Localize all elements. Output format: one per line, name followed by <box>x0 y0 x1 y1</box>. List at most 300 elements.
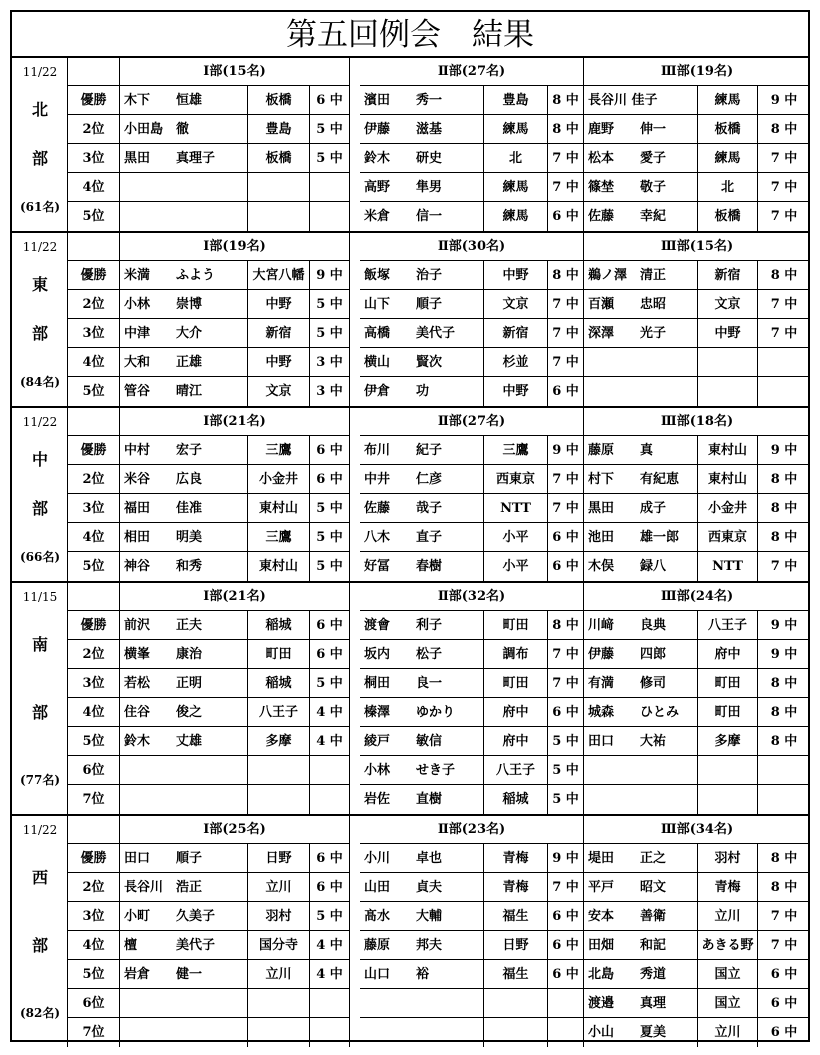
player-club: 立川 <box>248 960 310 989</box>
division-header: Ⅲ部(18名) <box>584 408 810 436</box>
region-name-char: 北 <box>31 100 48 120</box>
rank-cell: 4位 <box>68 348 120 377</box>
player-club: NTT <box>484 494 548 523</box>
player-name: 小林 崇博 <box>120 290 248 319</box>
player-grade: 6 中 <box>548 552 584 581</box>
player-name: 伊藤 四郎 <box>584 640 698 669</box>
division-header: Ⅲ部(24名) <box>584 583 810 611</box>
player-grade <box>310 989 350 1018</box>
player-name: 伊藤 滋基 <box>360 115 484 144</box>
player-grade: 6 中 <box>548 698 584 727</box>
division-header: Ⅲ部(19名) <box>584 58 810 86</box>
rank-cell: 5位 <box>68 552 120 581</box>
player-club <box>248 173 310 202</box>
player-club: 豊島 <box>248 115 310 144</box>
rank-header-cell <box>68 233 120 261</box>
player-name <box>360 1018 484 1047</box>
player-grade: 6 中 <box>310 873 350 902</box>
player-grade <box>548 989 584 1018</box>
player-grade: 5 中 <box>310 902 350 931</box>
player-club: 町田 <box>248 640 310 669</box>
player-name: 高野 隼男 <box>360 173 484 202</box>
player-club: 府中 <box>484 698 548 727</box>
rank-cell: 優勝 <box>68 436 120 465</box>
player-grade: 8 中 <box>758 465 810 494</box>
player-grade: 7 中 <box>758 902 810 931</box>
player-grade: 6 中 <box>310 436 350 465</box>
player-name: 佐藤 哉子 <box>360 494 484 523</box>
player-grade: 5 中 <box>310 494 350 523</box>
rank-header-cell <box>68 408 120 436</box>
player-name: 小山 夏美 <box>584 1018 698 1047</box>
rank-cell: 4位 <box>68 698 120 727</box>
player-name: 住谷 俊之 <box>120 698 248 727</box>
player-name: 八木 直子 <box>360 523 484 552</box>
region-date: 11/22 <box>22 823 58 837</box>
player-name: 米満 ふよう <box>120 261 248 290</box>
player-grade: 9 中 <box>758 436 810 465</box>
player-grade: 8 中 <box>758 669 810 698</box>
player-grade: 7 中 <box>548 173 584 202</box>
region-count: (84名) <box>19 374 61 389</box>
player-name: 髙水 大輔 <box>360 902 484 931</box>
player-club: 中野 <box>248 348 310 377</box>
region-name-char: 中 <box>31 450 48 470</box>
division-header: Ⅰ部(25名) <box>120 816 350 844</box>
player-grade: 9 中 <box>758 640 810 669</box>
player-grade: 4 中 <box>310 698 350 727</box>
player-grade: 7 中 <box>548 640 584 669</box>
player-name: 横峯 康治 <box>120 640 248 669</box>
player-grade <box>310 1018 350 1047</box>
player-club: 豊島 <box>484 86 548 115</box>
division-header: Ⅰ部(21名) <box>120 408 350 436</box>
player-club: 新宿 <box>248 319 310 348</box>
player-name: 川﨑 良典 <box>584 611 698 640</box>
player-club: 羽村 <box>698 844 758 873</box>
player-name <box>584 348 698 377</box>
rank-cell: 3位 <box>68 319 120 348</box>
player-grade: 8 中 <box>548 611 584 640</box>
region-name-char: 南 <box>31 634 48 654</box>
player-name <box>120 989 248 1018</box>
player-name: 桐田 良一 <box>360 669 484 698</box>
rank-cell: 優勝 <box>68 844 120 873</box>
player-club <box>248 989 310 1018</box>
player-club: 新宿 <box>698 261 758 290</box>
player-name: 榛澤 ゆかり <box>360 698 484 727</box>
rank-cell: 5位 <box>68 727 120 756</box>
player-grade: 9 中 <box>758 611 810 640</box>
player-grade: 8 中 <box>758 873 810 902</box>
player-grade: 7 中 <box>548 669 584 698</box>
player-name: 岩倉 健一 <box>120 960 248 989</box>
player-club: 三鷹 <box>248 523 310 552</box>
player-club <box>248 785 310 814</box>
player-club: 府中 <box>484 727 548 756</box>
player-club: 大宮八幡 <box>248 261 310 290</box>
division-header: Ⅱ部(30名) <box>360 233 584 261</box>
player-grade: 9 中 <box>548 436 584 465</box>
player-club: 練馬 <box>484 202 548 231</box>
player-grade: 8 中 <box>548 86 584 115</box>
player-grade: 7 中 <box>548 494 584 523</box>
player-name: 布川 紀子 <box>360 436 484 465</box>
player-name: 中津 大介 <box>120 319 248 348</box>
player-name <box>120 756 248 785</box>
player-name: 小林 せき子 <box>360 756 484 785</box>
player-grade <box>758 785 810 814</box>
player-name: 管谷 晴江 <box>120 377 248 406</box>
player-club: 多摩 <box>248 727 310 756</box>
player-club: 西東京 <box>698 523 758 552</box>
player-club: 八王子 <box>698 611 758 640</box>
player-club: 立川 <box>698 902 758 931</box>
player-club: 福生 <box>484 902 548 931</box>
player-name: 檀 美代子 <box>120 931 248 960</box>
player-name: 鵜ノ澤 清正 <box>584 261 698 290</box>
player-name: 村下 有紀恵 <box>584 465 698 494</box>
player-club: 町田 <box>484 611 548 640</box>
player-name: 藤原 邦夫 <box>360 931 484 960</box>
player-club: 練馬 <box>484 173 548 202</box>
player-club: 青梅 <box>484 873 548 902</box>
player-grade: 5 中 <box>310 290 350 319</box>
player-name: 深澤 光子 <box>584 319 698 348</box>
player-grade: 7 中 <box>758 290 810 319</box>
rank-header-cell <box>68 816 120 844</box>
rank-cell: 7位 <box>68 1018 120 1047</box>
player-grade: 4 中 <box>310 960 350 989</box>
player-grade: 5 中 <box>548 756 584 785</box>
player-name: 山口 裕 <box>360 960 484 989</box>
player-name: 好冨 春樹 <box>360 552 484 581</box>
player-grade: 9 中 <box>310 261 350 290</box>
player-grade: 6 中 <box>310 844 350 873</box>
player-club: 杉並 <box>484 348 548 377</box>
player-grade <box>310 202 350 231</box>
player-name: 平戸 昭文 <box>584 873 698 902</box>
rank-cell: 6位 <box>68 989 120 1018</box>
region-name-char: 部 <box>31 148 48 168</box>
player-name: 中村 宏子 <box>120 436 248 465</box>
region-name-char: 部 <box>31 935 48 955</box>
player-club: 文京 <box>484 290 548 319</box>
player-club: あきる野 <box>698 931 758 960</box>
player-club: 立川 <box>248 873 310 902</box>
player-name: 池田 雄一郎 <box>584 523 698 552</box>
player-name: 松本 愛子 <box>584 144 698 173</box>
rank-cell: 5位 <box>68 202 120 231</box>
division-header: Ⅲ部(34名) <box>584 816 810 844</box>
player-grade: 7 中 <box>548 348 584 377</box>
player-club <box>698 785 758 814</box>
player-grade: 7 中 <box>548 144 584 173</box>
rank-cell: 3位 <box>68 144 120 173</box>
player-name: 米倉 信一 <box>360 202 484 231</box>
player-club: 八王子 <box>248 698 310 727</box>
player-name: 山下 順子 <box>360 290 484 319</box>
rank-cell: 優勝 <box>68 611 120 640</box>
region-count: (66名) <box>19 549 61 564</box>
rank-cell: 4位 <box>68 173 120 202</box>
player-grade: 6 中 <box>548 902 584 931</box>
player-grade <box>548 1018 584 1047</box>
player-club: 小金井 <box>248 465 310 494</box>
rank-cell: 優勝 <box>68 261 120 290</box>
player-name: 相田 明美 <box>120 523 248 552</box>
region-name-char: 部 <box>31 323 48 343</box>
player-club: 稲城 <box>248 669 310 698</box>
rank-cell: 7位 <box>68 785 120 814</box>
player-name: 米谷 広良 <box>120 465 248 494</box>
region-date: 11/15 <box>22 590 58 604</box>
player-grade: 5 中 <box>310 319 350 348</box>
player-club: 北 <box>484 144 548 173</box>
player-name: 堤田 正之 <box>584 844 698 873</box>
player-name: 鈴木 研史 <box>360 144 484 173</box>
region-date: 11/22 <box>22 240 58 254</box>
player-name: 高橋 美代子 <box>360 319 484 348</box>
player-grade: 7 中 <box>548 873 584 902</box>
player-club: 町田 <box>698 698 758 727</box>
player-grade: 8 中 <box>758 115 810 144</box>
player-club: 板橋 <box>698 115 758 144</box>
player-grade: 5 中 <box>548 785 584 814</box>
region-count: (82名) <box>19 1006 61 1021</box>
player-grade: 7 中 <box>758 173 810 202</box>
player-grade: 6 中 <box>548 960 584 989</box>
player-club: 多摩 <box>698 727 758 756</box>
player-grade <box>758 377 810 406</box>
player-name: 藤原 真 <box>584 436 698 465</box>
player-club: 国立 <box>698 960 758 989</box>
player-name: 城森 ひとみ <box>584 698 698 727</box>
player-grade: 4 中 <box>310 931 350 960</box>
player-name <box>120 785 248 814</box>
player-grade <box>310 173 350 202</box>
player-grade: 8 中 <box>758 698 810 727</box>
player-name: 前沢 正夫 <box>120 611 248 640</box>
division-header: Ⅱ部(27名) <box>360 58 584 86</box>
player-name <box>584 377 698 406</box>
player-name: 小田島 徹 <box>120 115 248 144</box>
player-grade: 6 中 <box>548 377 584 406</box>
rank-cell: 5位 <box>68 960 120 989</box>
player-name: 横山 賢次 <box>360 348 484 377</box>
player-grade: 4 中 <box>310 727 350 756</box>
player-grade: 5 中 <box>310 669 350 698</box>
region-block <box>12 233 808 408</box>
player-grade: 8 中 <box>758 261 810 290</box>
region-name-char: 東 <box>31 275 48 295</box>
player-grade <box>310 785 350 814</box>
player-grade: 7 中 <box>758 144 810 173</box>
rank-header-cell <box>68 58 120 86</box>
player-club: 練馬 <box>484 115 548 144</box>
player-club: 練馬 <box>698 86 758 115</box>
region-count: (61名) <box>19 199 61 214</box>
rank-cell: 2位 <box>68 640 120 669</box>
division-header: Ⅰ部(21名) <box>120 583 350 611</box>
player-name: 田口 大祐 <box>584 727 698 756</box>
player-club: 北 <box>698 173 758 202</box>
player-club <box>698 756 758 785</box>
division-header: Ⅱ部(23名) <box>360 816 584 844</box>
player-grade: 6 中 <box>758 960 810 989</box>
region-block <box>12 58 808 233</box>
player-name: 伊倉 功 <box>360 377 484 406</box>
player-name: 佐藤 幸紀 <box>584 202 698 231</box>
player-grade: 7 中 <box>548 319 584 348</box>
player-grade: 7 中 <box>548 465 584 494</box>
player-club <box>698 377 758 406</box>
player-name <box>120 173 248 202</box>
player-name <box>360 989 484 1018</box>
rank-header-cell <box>68 583 120 611</box>
player-name: 安本 善衛 <box>584 902 698 931</box>
region-date: 11/22 <box>22 415 58 429</box>
page-title: 第五回例会 結果 <box>12 12 808 58</box>
player-club: 西東京 <box>484 465 548 494</box>
player-grade <box>310 756 350 785</box>
player-name: 中井 仁彦 <box>360 465 484 494</box>
player-club: 文京 <box>248 377 310 406</box>
player-club: 稲城 <box>484 785 548 814</box>
player-club: 小金井 <box>698 494 758 523</box>
player-name: 黒田 真理子 <box>120 144 248 173</box>
division-header: Ⅱ部(32名) <box>360 583 584 611</box>
player-name: 北島 秀道 <box>584 960 698 989</box>
player-name: 田畑 和記 <box>584 931 698 960</box>
player-name: 飯塚 治子 <box>360 261 484 290</box>
player-club: 東村山 <box>248 494 310 523</box>
rank-cell: 6位 <box>68 756 120 785</box>
player-club <box>484 1018 548 1047</box>
player-club: 東村山 <box>698 436 758 465</box>
player-name: 渡邉 真理 <box>584 989 698 1018</box>
player-grade: 6 中 <box>310 86 350 115</box>
rank-cell: 4位 <box>68 931 120 960</box>
region-block <box>12 408 808 583</box>
player-club <box>248 756 310 785</box>
player-club <box>698 348 758 377</box>
player-name: 渡會 利子 <box>360 611 484 640</box>
player-club: 中野 <box>484 377 548 406</box>
player-club: 羽村 <box>248 902 310 931</box>
player-name: 福田 佳准 <box>120 494 248 523</box>
player-grade: 5 中 <box>310 552 350 581</box>
rank-cell: 2位 <box>68 873 120 902</box>
player-name: 坂内 松子 <box>360 640 484 669</box>
player-grade: 8 中 <box>758 523 810 552</box>
player-grade: 9 中 <box>548 844 584 873</box>
rank-cell: 3位 <box>68 494 120 523</box>
player-name <box>584 756 698 785</box>
player-grade: 6 中 <box>310 640 350 669</box>
player-grade: 7 中 <box>758 319 810 348</box>
player-name: 小町 久美子 <box>120 902 248 931</box>
player-club: 板橋 <box>248 144 310 173</box>
player-grade: 8 中 <box>548 261 584 290</box>
rank-cell: 2位 <box>68 115 120 144</box>
player-name: 篠埜 敬子 <box>584 173 698 202</box>
player-name: 神谷 和秀 <box>120 552 248 581</box>
region-count: (77名) <box>19 773 61 788</box>
player-grade: 5 中 <box>310 523 350 552</box>
player-grade: 7 中 <box>770 209 798 224</box>
player-club: 練馬 <box>698 144 758 173</box>
region-name-char: 部 <box>31 702 48 722</box>
player-club: 小平 <box>484 523 548 552</box>
player-club: 三鷹 <box>248 436 310 465</box>
player-grade: 5 中 <box>548 727 584 756</box>
player-club: 国分寺 <box>248 931 310 960</box>
player-grade: 5 中 <box>310 144 350 173</box>
player-grade: 6 中 <box>548 931 584 960</box>
player-name: 若松 正明 <box>120 669 248 698</box>
player-club: 小平 <box>484 552 548 581</box>
player-name: 鈴木 丈雄 <box>120 727 248 756</box>
rank-cell: 4位 <box>68 523 120 552</box>
player-club: 中野 <box>698 319 758 348</box>
player-name: 木下 恒雄 <box>120 86 248 115</box>
player-name: 綾戸 敏信 <box>360 727 484 756</box>
player-name: 鹿野 伸一 <box>584 115 698 144</box>
region-date: 11/22 <box>22 65 58 79</box>
player-grade: 6 中 <box>548 202 584 231</box>
player-grade: 6 中 <box>548 523 584 552</box>
player-grade: 6 中 <box>770 1025 798 1040</box>
player-club: 稲城 <box>248 611 310 640</box>
player-grade: 8 中 <box>758 844 810 873</box>
player-club <box>248 1018 310 1047</box>
player-club: 新宿 <box>484 319 548 348</box>
player-name <box>120 202 248 231</box>
player-grade: 8 中 <box>548 115 584 144</box>
rank-cell: 優勝 <box>68 86 120 115</box>
rank-cell: 2位 <box>68 290 120 319</box>
rank-cell: 3位 <box>68 669 120 698</box>
player-name: 田口 順子 <box>120 844 248 873</box>
player-club: 文京 <box>698 290 758 319</box>
player-grade: 6 中 <box>310 465 350 494</box>
player-name: 長谷川 佳子 <box>584 86 698 115</box>
player-club: 福生 <box>484 960 548 989</box>
player-name: 有満 修司 <box>584 669 698 698</box>
rank-cell: 5位 <box>68 377 120 406</box>
player-grade: 6 中 <box>758 989 810 1018</box>
player-name: 木俣 録八 <box>584 552 698 581</box>
player-name: 長谷川 浩正 <box>120 873 248 902</box>
player-club: 八王子 <box>484 756 548 785</box>
player-club: 府中 <box>698 640 758 669</box>
division-header: Ⅰ部(19名) <box>120 233 350 261</box>
division-header: Ⅰ部(15名) <box>120 58 350 86</box>
player-name: 濱田 秀一 <box>360 86 484 115</box>
player-grade: 9 中 <box>758 86 810 115</box>
player-grade <box>758 756 810 785</box>
player-club <box>484 989 548 1018</box>
division-header: Ⅱ部(27名) <box>360 408 584 436</box>
region-name-char: 部 <box>31 498 48 518</box>
player-club: 東村山 <box>698 465 758 494</box>
player-grade: 7 中 <box>758 931 810 960</box>
player-grade <box>758 348 810 377</box>
player-name <box>120 1018 248 1047</box>
player-club: 調布 <box>484 640 548 669</box>
player-club: 町田 <box>484 669 548 698</box>
